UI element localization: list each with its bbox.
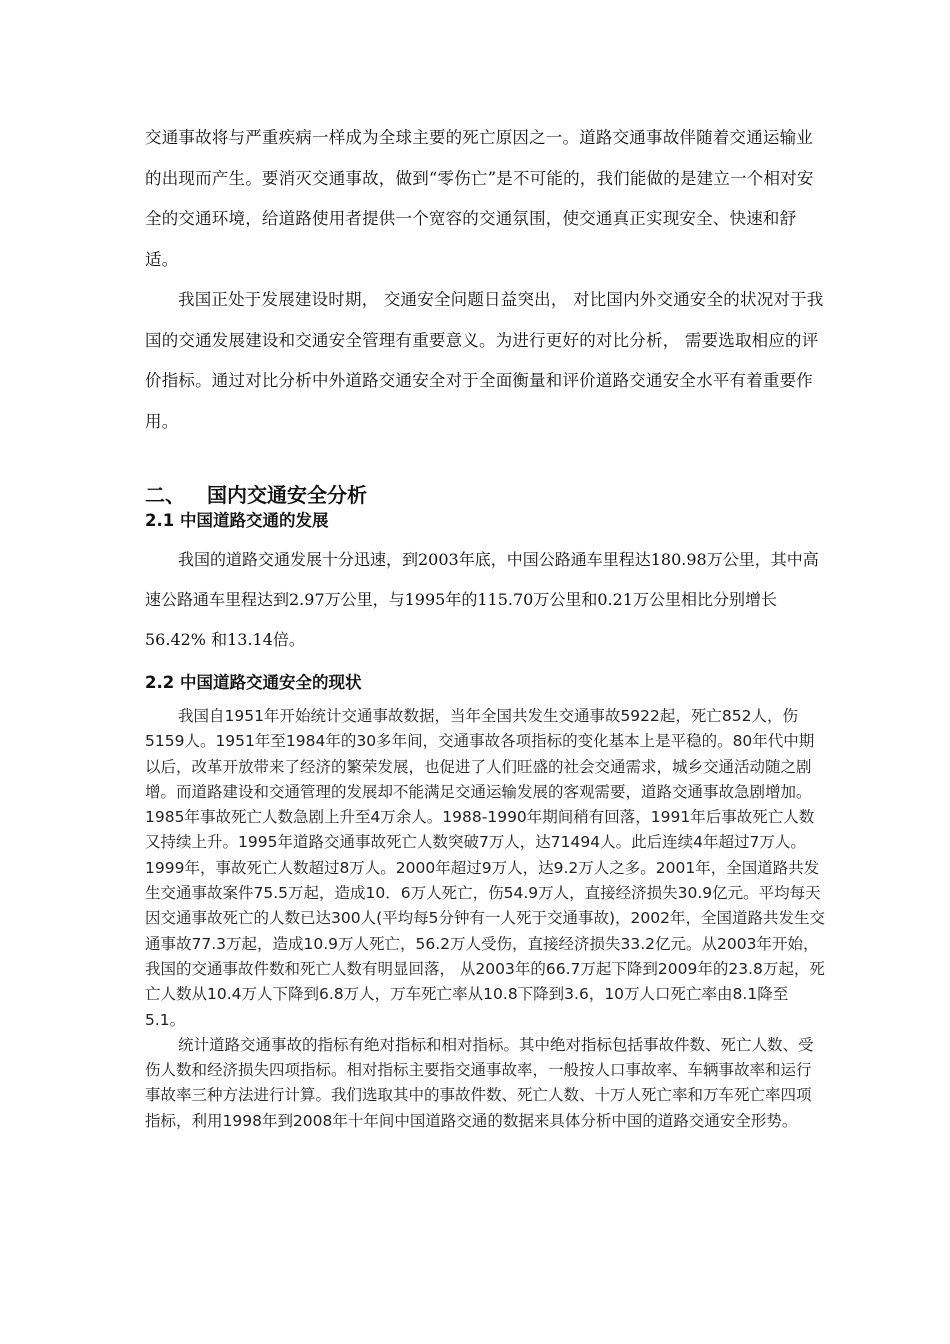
subsection-2-2-paragraph-2: 统计道路交通事故的指标有绝对指标和相对指标。其中绝对指标包括事故件数、死亡人数、受伤人数和经济损失四项指标。相对指标主要指交通事故率，一般按人口事故率、车辆事故率和运行事故率三种方法进行计算。我们选取其中的事故件数、死亡人数、十万人死亡率和万车死亡率四项指标，利用1998年到2008年十年间中国道路交通的数据来具体分析中国的道路交通安全形势。 — [145, 1035, 814, 1130]
subsection-heading-2-2: 2.2 中国道路交通安全的现状 — [145, 673, 362, 692]
section-number: 二、 — [145, 483, 185, 507]
intro-paragraph-2: 我国正处于发展建设时期， 交通安全问题日益突出， 对比国内外交通安全的状况对于我国的交通发展建设和交通安全管理有重要意义。为进行更好的对比分析， 需要选取相应的评价指标。通过对比分析中外道路交通安全对于全面衡量和评价道路交通安全水平有着重要作用。 — [145, 290, 824, 431]
subsection-2-1-paragraph: 我国的道路交通发展十分迅速，到2003年底，中国公路通车里程达180.98万公里，其中高速公路通车里程达到2.97万公里，与1995年的115.70万公里和0.21万公里相比分别增长56.42% 和13.14倍。 — [145, 550, 819, 649]
document-page — [145, 118, 825, 1134]
subsection-2-2-paragraph-1: 我国自1951年开始统计交通事故数据，当年全国共发生交通事故5922起，死亡852人，伤5159人。1951年至1984年的30多年间，交通事故各项指标的变化基本上是平稳的。80年代中期以后，改革开放带来了经济的繁荣发展，也促进了人们旺盛的社会交通需求，城乡交通活动随之剧增。而道路建设和交通管理的发展却不能满足交通运输发展的客观需要，道路交通事故急剧增加。1985年事故死亡人数急剧上升至4万余人。1988-1990年期间稍有回落，1991年后事故死亡人数又持续上升。1995年道路交通事故死亡人数突破7万人，达71494人。此后连续4年超过7万人。1999年，事故死亡人数超过8万人。2000年超过9万人，达9.2万人之多。2001年，全国道路共发生交通事故案件75.5万起，造成10．6万人死亡，伤54.9万人，直接经济损失30.9亿元。平均每天因交通事故死亡的人数已达300人(平均每5分钟有一人死于交通事故)，2002年，全国道路共发生交通事故77.3万起，造成10.9万人死亡，56.2万人受伤，直接经济损失33.2亿元。从2003年开始，我国的交通事故件数和死亡人数有明显回落， 从2003年的66.7万起下降到2009年的23.8万起，死亡人数从10.4万人下降到6.8万人，万车死亡率从10.8下降到3.6，10万人口死亡率由8.1降至5.1。 — [145, 707, 825, 1029]
intro-paragraph-1: 交通事故将与严重疾病一样成为全球主要的死亡原因之一。道路交通事故伴随着交通运输业的出现而产生。要消灭交通事故，做到“零伤亡”是不可能的，我们能做的是建立一个相对安全的交通环境，给道路使用者提供一个宽容的交通氛围，使交通真正实现安全、快速和舒适。 — [145, 128, 814, 269]
section-heading — [145, 482, 825, 508]
section-title: 国内交通安全分析 — [207, 483, 367, 507]
subsection-heading-2-1: 2.1 中国道路交通的发展 — [145, 511, 329, 530]
